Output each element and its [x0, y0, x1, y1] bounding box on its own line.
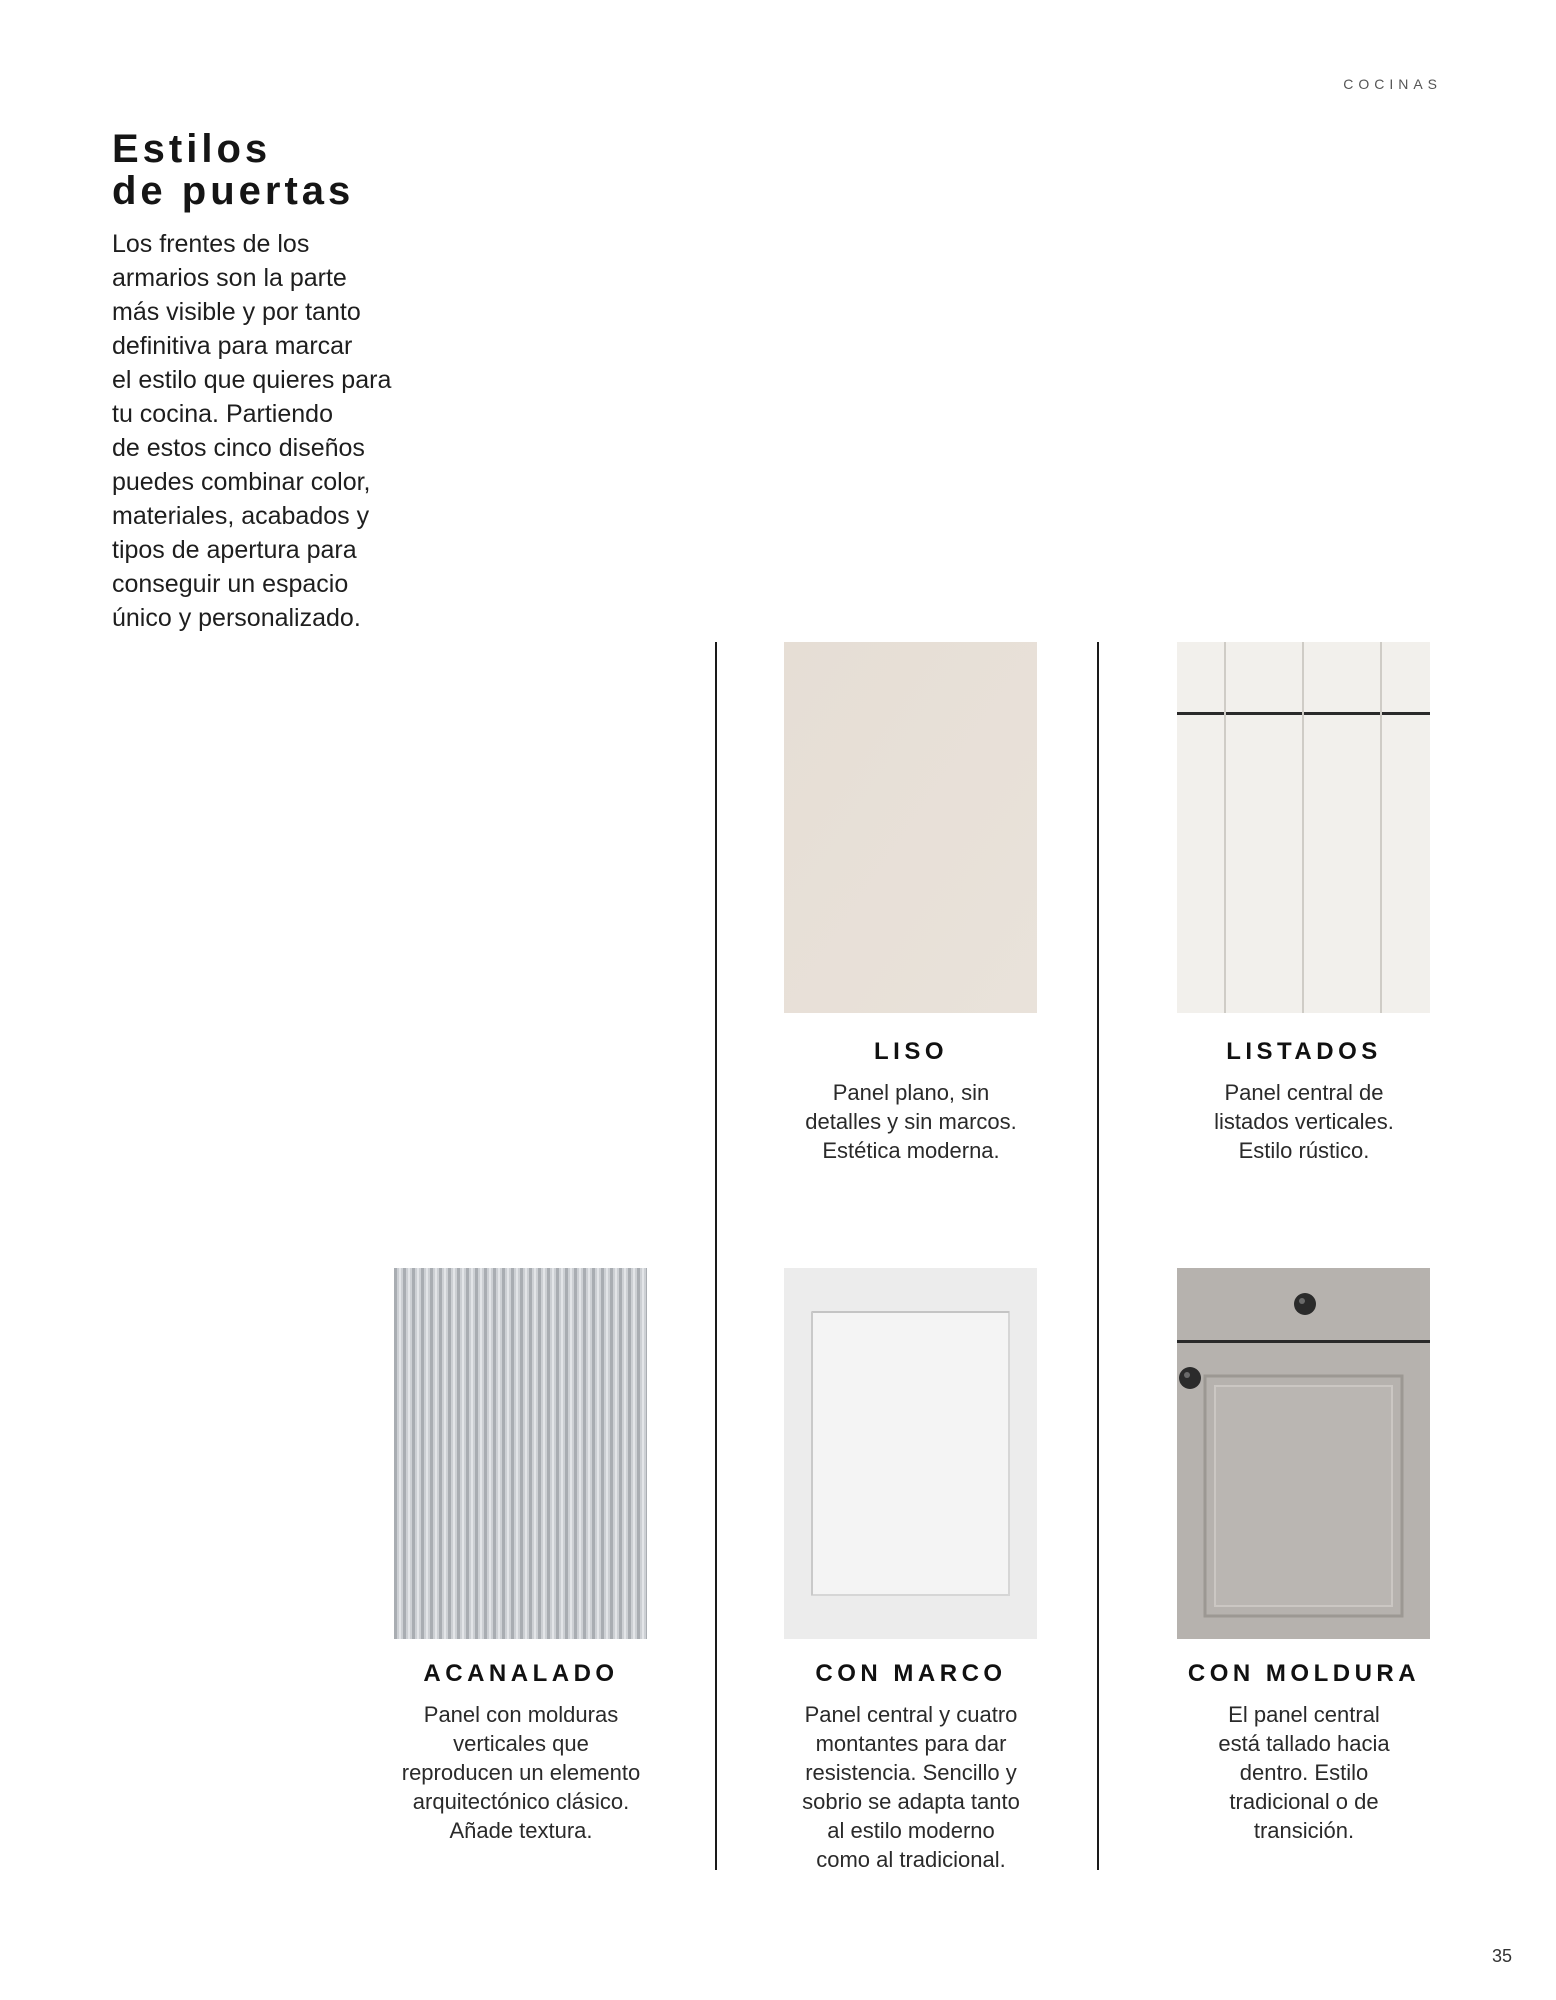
- liso-door-swatch: [784, 642, 1037, 1013]
- desc-line: verticales que: [453, 1731, 589, 1756]
- item-desc-listados: [1159, 1078, 1449, 1165]
- desc-line: al estilo moderno: [827, 1818, 995, 1843]
- desc-line: Estilo rústico.: [1238, 1138, 1370, 1163]
- intro-paragraph: [112, 227, 452, 635]
- acanalado-panel: [394, 1268, 647, 1639]
- listados-door-swatch: [1177, 642, 1430, 1013]
- desc-line: transición.: [1253, 1818, 1355, 1843]
- desc-line: arquitectónico clásico.: [412, 1789, 630, 1814]
- page-title: [112, 128, 354, 212]
- knob-highlight: [1184, 1372, 1190, 1378]
- column-divider: [1097, 642, 1099, 1870]
- desc-line: Añade textura.: [449, 1818, 593, 1843]
- item-name-acanalado: ACANALADO: [423, 1660, 619, 1687]
- item-desc-con-marco: [766, 1700, 1056, 1874]
- title-line-1: Estilos: [112, 127, 272, 171]
- intro-line: Los frentes de los: [112, 230, 310, 258]
- item-con-moldura: [1159, 1660, 1449, 1845]
- desc-line: como al tradicional.: [816, 1847, 1006, 1872]
- con-moldura-inner-panel: [1215, 1386, 1392, 1606]
- con-marco-door-swatch: [784, 1268, 1037, 1639]
- intro-line: materiales, acabados y: [112, 502, 370, 530]
- con-moldura-drawer-gap: [1177, 1340, 1430, 1343]
- intro-line: único y personalizado.: [112, 604, 361, 632]
- intro-line: de estos cinco diseños: [112, 434, 365, 462]
- desc-line: detalles y sin marcos.: [805, 1109, 1017, 1134]
- con-moldura-door-swatch: [1177, 1268, 1430, 1639]
- page-number: 35: [1491, 1946, 1512, 1966]
- item-liso: [766, 1038, 1056, 1165]
- door-knob-icon: [1179, 1367, 1201, 1389]
- item-name-con-moldura: CON MOLDURA: [1187, 1660, 1421, 1687]
- desc-line: listados verticales.: [1214, 1109, 1394, 1134]
- item-name-con-marco: CON MARCO: [815, 1660, 1007, 1687]
- item-desc-acanalado: [376, 1700, 666, 1845]
- desc-line: sobrio se adapta tanto: [802, 1789, 1020, 1814]
- item-listados: [1159, 1038, 1449, 1165]
- con-marco-center-panel: [812, 1312, 1009, 1595]
- acanalado-door-swatch: [394, 1268, 647, 1639]
- desc-line: Estética moderna.: [822, 1138, 1000, 1163]
- intro-line: más visible y por tanto: [112, 298, 361, 326]
- column-divider: [715, 642, 717, 1870]
- section-label: COCINAS: [1343, 76, 1442, 92]
- item-acanalado: [376, 1660, 666, 1845]
- desc-line: montantes para dar: [815, 1731, 1007, 1756]
- drawer-knob-icon: [1294, 1293, 1316, 1315]
- intro-line: tu cocina. Partiendo: [112, 400, 333, 428]
- desc-line: tradicional o de: [1229, 1789, 1379, 1814]
- item-name-liso: LISO: [873, 1038, 948, 1065]
- desc-line: El panel central: [1228, 1702, 1380, 1727]
- desc-line: Panel central de: [1224, 1080, 1384, 1105]
- intro-line: conseguir un espacio: [112, 570, 349, 598]
- desc-line: está tallado hacia: [1218, 1731, 1390, 1756]
- desc-line: Panel plano, sin: [832, 1080, 990, 1105]
- desc-line: Panel central y cuatro: [804, 1702, 1018, 1727]
- intro-line: el estilo que quieres para: [112, 366, 392, 394]
- item-desc-con-moldura: [1159, 1700, 1449, 1845]
- desc-line: resistencia. Sencillo y: [805, 1760, 1017, 1785]
- item-desc-liso: [766, 1078, 1056, 1165]
- desc-line: reproducen un elemento: [401, 1760, 641, 1785]
- intro-line: armarios son la parte: [112, 264, 347, 292]
- liso-panel: [784, 642, 1037, 1013]
- desc-line: Panel con molduras: [423, 1702, 619, 1727]
- intro-line: tipos de apertura para: [112, 536, 357, 564]
- intro-line: definitiva para marcar: [112, 332, 353, 360]
- item-name-listados: LISTADOS: [1226, 1038, 1382, 1065]
- title-line-2: de puertas: [112, 169, 355, 213]
- item-con-marco: [766, 1660, 1056, 1874]
- knob-highlight: [1299, 1298, 1305, 1304]
- desc-line: dentro. Estilo: [1239, 1760, 1369, 1785]
- intro-line: puedes combinar color,: [112, 468, 371, 496]
